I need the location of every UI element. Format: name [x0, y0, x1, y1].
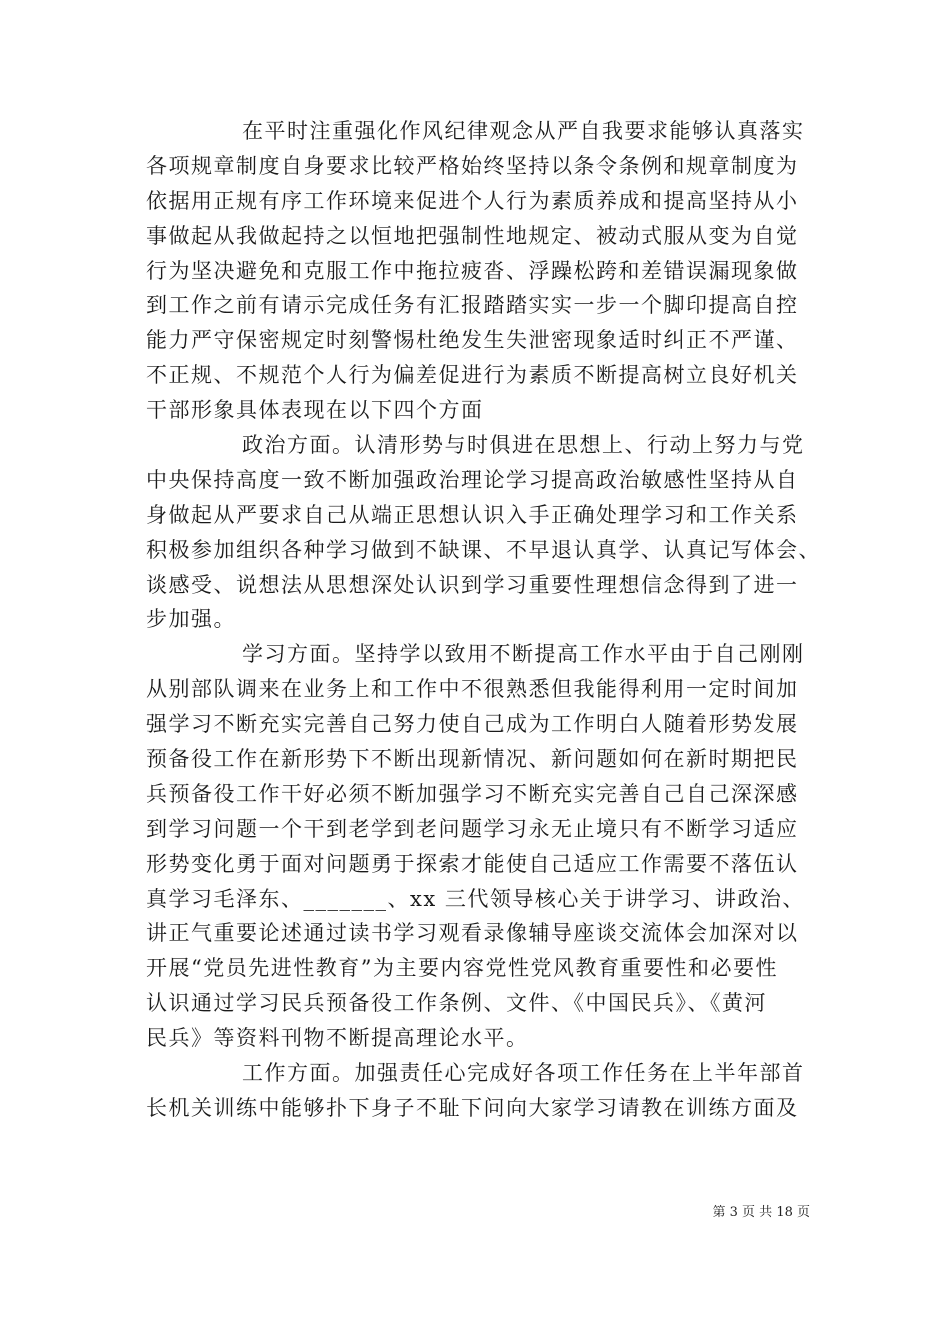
paragraph-3-line: 学习方面。坚持学以致用不断提高工作水平由于自己刚刚 — [242, 642, 805, 667]
paragraph-2-line: 步加强。 — [146, 607, 236, 632]
paragraph-3-line: 开展“党员先进性教育”为主要内容党性党风教育重要性和必要性 — [146, 956, 778, 981]
paragraph-3-line: 讲正气重要论述通过读书学习观看录像辅导座谈交流体会加深对以 — [146, 921, 799, 946]
paragraph-2-line: 中央保持高度一致不断加强政治理论学习提高政治敏感性坚持从自 — [146, 467, 799, 492]
paragraph-3-line: 兵预备役工作干好必须不断加强学习不断充实完善自己自己深深感 — [146, 781, 799, 806]
paragraph-3-line: 到学习问题一个干到老学到老问题学习永无止境只有不断学习适应 — [146, 816, 799, 841]
paragraph-3-line: 从别部队调来在业务上和工作中不很熟悉但我能得利用一定时间加 — [146, 677, 799, 702]
paragraph-1-line: 到工作之前有请示完成任务有汇报踏踏实实一步一个脚印提高自控 — [146, 293, 799, 318]
paragraph-1-line: 不正规、不规范个人行为偏差促进行为素质不断提高树立良好机关 — [146, 363, 799, 388]
document-body — [146, 114, 821, 1126]
paragraph-1-line: 干部形象具体表现在以下四个方面 — [146, 398, 484, 423]
paragraph-3-line: 认识通过学习民兵预备役工作条例、文件、《中国民兵》、《黄河 — [146, 991, 767, 1016]
page-number: 第 3 页 共 18 页 — [712, 1205, 810, 1220]
paragraph-4-line: 工作方面。加强责任心完成好各项工作任务在上半年部首 — [242, 1061, 805, 1086]
paragraph-3-line: 真学习毛泽东、_______、xx 三代领导核心关于讲学习、讲政治、 — [146, 886, 805, 911]
paragraph-2-line: 政治方面。认清形势与时俱进在思想上、行动上努力与党 — [242, 433, 805, 458]
paragraph-2-line: 积极参加组织各种学习做到不缺课、不早退认真学、认真记写体会、 — [146, 537, 821, 562]
paragraph-1-line: 行为坚决避免和克服工作中拖拉疲沓、浮躁松跨和差错误漏现象做 — [146, 258, 799, 283]
paragraph-1-line: 各项规章制度自身要求比较严格始终坚持以条令条例和规章制度为 — [146, 153, 799, 178]
paragraph-3-line: 形势变化勇于面对问题勇于探索才能使自己适应工作需要不落伍认 — [146, 851, 799, 876]
paragraph-3-line: 民兵》等资料刊物不断提高理论水平。 — [146, 1026, 529, 1051]
paragraph-3-line: 强学习不断充实完善自己努力使自己成为工作明白人随着形势发展 — [146, 712, 799, 737]
paragraph-1-line: 能力严守保密规定时刻警惕杜绝发生失泄密现象适时纠正不严谨、 — [146, 328, 799, 353]
paragraph-3-line: 预备役工作在新形势下不断出现新情况、新问题如何在新时期把民 — [146, 747, 799, 772]
paragraph-4-line: 长机关训练中能够扑下身子不耻下问向大家学习请教在训练方面及 — [146, 1095, 799, 1120]
paragraph-1-line: 事做起从我做起持之以恒地把强制性地规定、被动式服从变为自觉 — [146, 223, 799, 248]
paragraph-2-line: 谈感受、说想法从思想深处认识到学习重要性理想信念得到了进一 — [146, 572, 799, 597]
paragraph-2-line: 身做起从严要求自己从端正思想认识入手正确处理学习和工作关系 — [146, 502, 799, 527]
paragraph-1-line: 依据用正规有序工作环境来促进个人行为素质养成和提高坚持从小 — [146, 188, 799, 213]
paragraph-1-line: 在平时注重强化作风纪律观念从严自我要求能够认真落实 — [242, 119, 805, 143]
